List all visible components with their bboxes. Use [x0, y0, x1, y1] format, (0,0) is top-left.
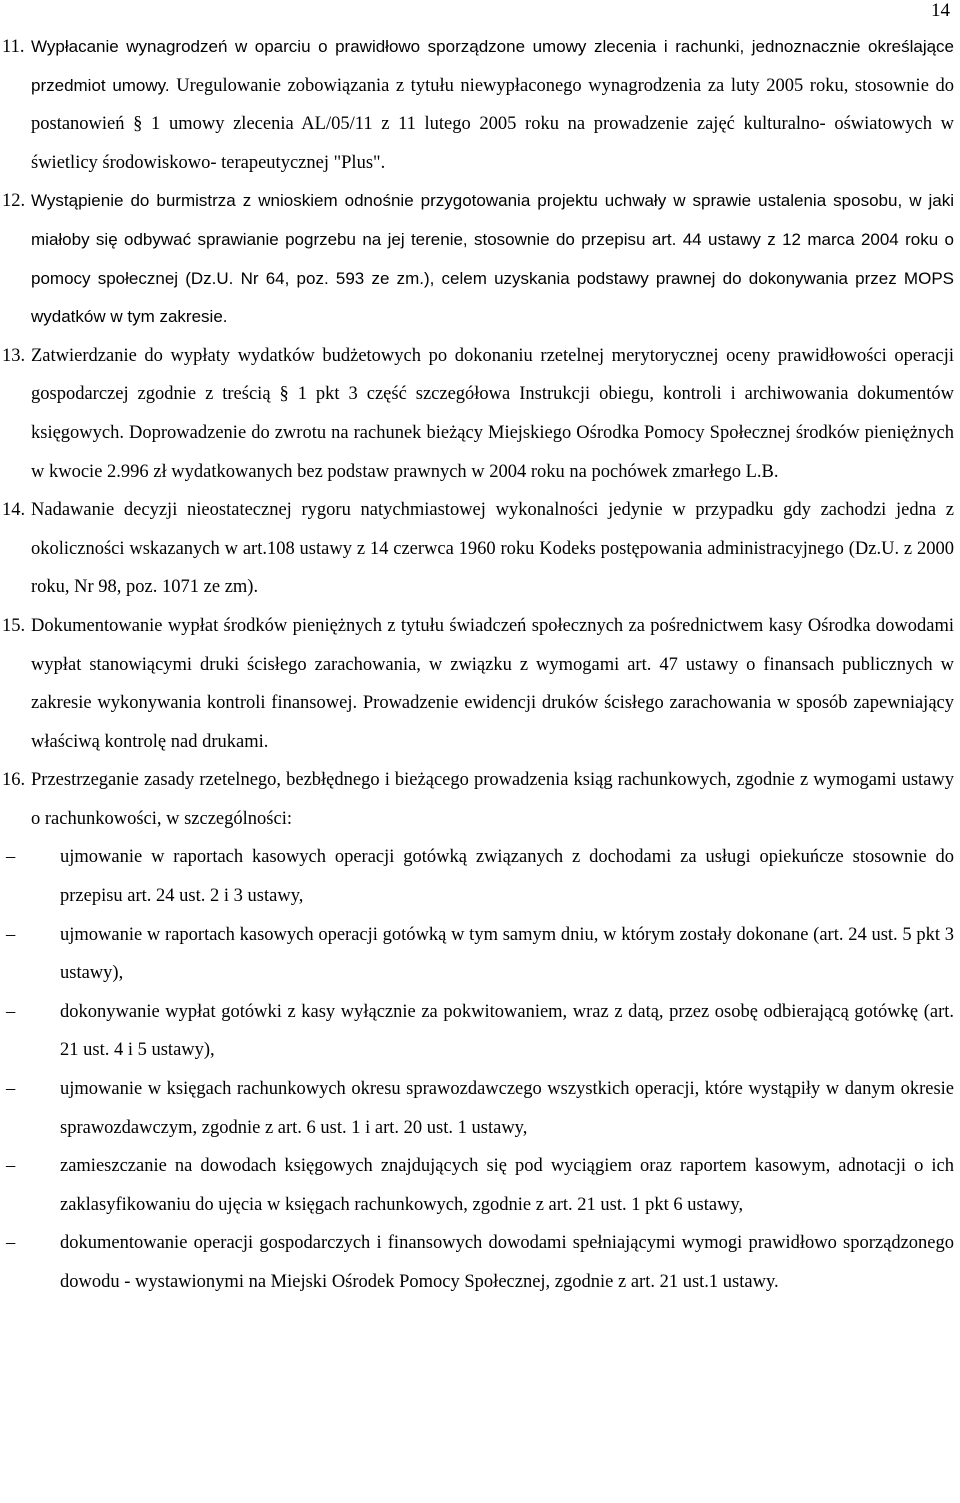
dash-icon: – [6, 1079, 16, 1100]
bullet-item [0, 916, 954, 993]
item-text: Uregulowanie zobowiązania z tytułu niewypłaconego wynagrodzenia za luty 2005 roku, stosownie do postanowień § 1 umowy zlecenia AL/05/11 z 11 lutego 2005 roku na prowadzenie zajęć kulturalno- oświatowych w świetlicy środowiskowo- terapeutycznej "Plus". [31, 75, 954, 173]
bullet-item [0, 1224, 954, 1301]
dash-icon: – [6, 1233, 16, 1254]
item-number: 11. [2, 37, 25, 57]
item-number: 16. [2, 770, 26, 791]
bullet-text: zamieszczanie na dowodach księgowych znajdujących się pod wyciągiem oraz raportem kasowym, adnotacji o ich zaklasyfikowaniu do ujęcia w księgach rachunkowych, zgodnie z art. 21 ust. 1 pkt 6 ustawy, [60, 1156, 954, 1215]
item-number: 12. [2, 191, 26, 212]
bullet-text: ujmowanie w księgach rachunkowych okresu sprawozdawczego wszystkich operacji, które wystąpiły w danym okresie sprawozdawczym, zgodnie z art. 6 ust. 1 i art. 20 ust. 1 ustawy, [60, 1079, 954, 1138]
item-text: Wystąpienie do burmistrza z wnioskiem odnośnie przygotowania projektu uchwały w sprawie ustalenia sposobu, w jaki miałoby się odbywać sprawianie pogrzebu na jej terenie, stosownie do przepisu art. 44 ustawy z 12 marca 2004 roku o pomocy społecznej (Dz.U. Nr 64, poz. 593 ze zm.), celem uzyskania podstawy prawnej do dokonywania przez MOPS wydatków w tym zakresie. [31, 191, 954, 327]
bullet-item [0, 838, 954, 915]
item-number: 15. [2, 615, 26, 636]
list-item-14 [0, 491, 954, 607]
list-item-15 [0, 607, 954, 761]
bullet-item [0, 1147, 954, 1224]
dash-icon: – [6, 1156, 16, 1177]
bullet-item [0, 993, 954, 1070]
item-text: Wypłacanie wynagrodzeń w oparciu o prawidłowo sporządzone umowy zlecenia i rachunki, jednoznacznie określające przedmiot umowy. [31, 37, 954, 95]
item-text: Nadawanie decyzji nieostatecznej rygoru natychmiastowej wykonalności jedynie w przypadku gdy zachodzi jedna z okoliczności wskazanych w art.108 ustawy z 14 czerwca 1960 roku Kodeks postępowania administracyjnego (Dz.U. z 2000 roku, Nr 98, poz. 1071 ze zm). [31, 500, 954, 598]
dash-icon: – [6, 924, 16, 945]
dash-icon: – [6, 1001, 16, 1022]
item-number: 13. [2, 345, 26, 366]
item-text: Zatwierdzanie do wypłaty wydatków budżetowych po dokonaniu rzetelnej merytorycznej oceny prawidłowości operacji gospodarczej zgodnie z treścią § 1 pkt 3 część szczegółowa Instrukcji obiegu, kontroli i archiwowania dokumentów księgowych. Doprowadzenie do zwrotu na rachunek bieżący Miejskiego Ośrodka Pomocy Społecznej środków pieniężnych w kwocie 2.996 zł wydatkowanych bez podstaw prawnych w 2004 roku na pochówek zmarłego L.B. [31, 345, 954, 482]
item-number: 14. [2, 500, 26, 521]
list-item-11 [0, 28, 954, 182]
bullet-text: ujmowanie w raportach kasowych operacji gotówką w tym samym dniu, w którym zostały dokonane (art. 24 ust. 5 pkt 3 ustawy), [60, 924, 954, 984]
bullet-text: dokumentowanie operacji gospodarczych i finansowych dowodami spełniającymi wymogi prawidłowo sporządzonego dowodu - wystawionymi na Miejski Ośrodek Pomocy Społecznej, zgodnie z art. 21 ust.1 ustawy. [60, 1233, 954, 1292]
item-text: Przestrzeganie zasady rzetelnego, bezbłędnego i bieżącego prowadzenia ksiąg rachunkowych, zgodnie z wymogami ustawy o rachunkowości, w szczególności: [31, 770, 954, 829]
bullet-item [0, 1070, 954, 1147]
list-item-13 [0, 337, 954, 491]
bullet-text: dokonywanie wypłat gotówki z kasy wyłącznie za pokwitowaniem, wraz z datą, przez osobę odbierającą gotówkę (art. 21 ust. 4 i 5 ustawy), [60, 1001, 954, 1061]
list-item-12 [0, 182, 954, 336]
dash-icon: – [6, 847, 16, 868]
bullet-text: ujmowanie w raportach kasowych operacji gotówką związanych z dochodami za usługi opiekuńcze stosownie do przepisu art. 24 ust. 2 i 3 ustawy, [60, 847, 954, 907]
item-text: Dokumentowanie wypłat środków pieniężnych z tytułu świadczeń społecznych za pośrednictwem kasy Ośrodka dowodami wypłat stanowiącymi druki ścisłego zarachowania, w związku z wymogami art. 47 ustawy o finansach publicznych w zakresie wykonywania kontroli finansowej. Prowadzenie ewidencji druków ścisłego zarachowania w sposób zapewniający właściwą kontrolę nad drukami. [31, 615, 954, 752]
page-number: 14 [931, 0, 950, 21]
bullet-list [0, 838, 954, 1301]
list-item-16 [0, 761, 954, 838]
document-body [0, 28, 954, 1302]
